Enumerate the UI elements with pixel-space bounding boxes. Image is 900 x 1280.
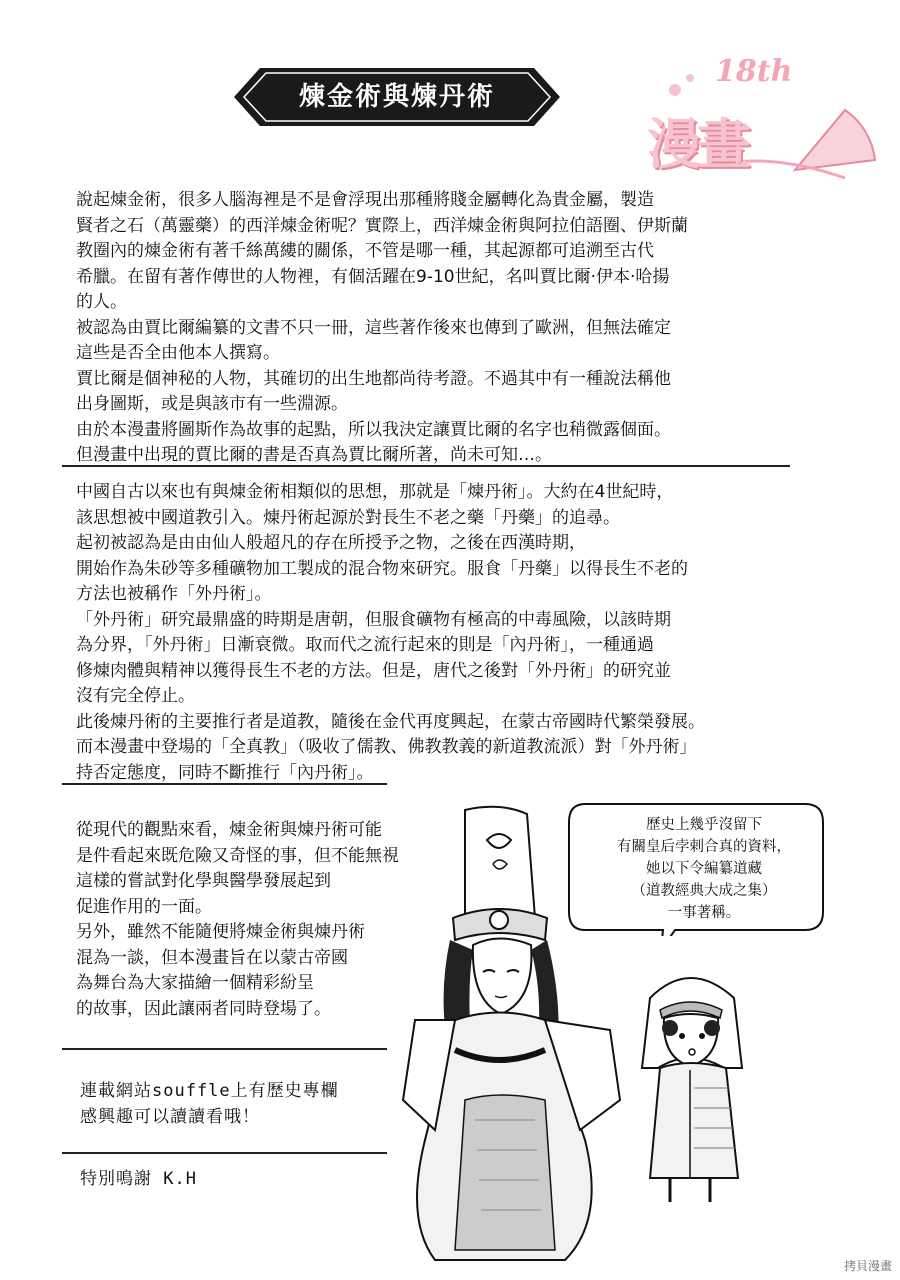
handwritten-note (80, 1078, 339, 1130)
section-daoist-alchemy (76, 480, 836, 786)
paragraph-line: 的故事，因此讓兩者同時登場了。 (76, 998, 331, 1019)
paragraph-line: 希臘。在留有著作傳世的人物裡，有個活躍在9-10世紀，名叫賈比爾·伊本·哈揚 (76, 266, 670, 287)
title-banner (232, 66, 562, 128)
paragraph-line: 為舞台為大家描繪一個精彩紛呈 (76, 973, 314, 993)
paragraph-line: 中國自古以來也有與煉金術相類似的思想，那就是「煉丹術」。大約在4世紀時， (76, 482, 674, 502)
bubble-line: （道教經典大成之集） (631, 883, 777, 899)
paragraph-line: 起初被認為是由由仙人般超凡的存在所授予之物，之後在西漢時期， (76, 533, 586, 553)
paragraph-line: 出身圖斯，或是與該市有一些淵源。 (76, 394, 348, 414)
empress-illustration (395, 800, 640, 1270)
paragraph-line: 開始作為朱砂等多種礦物加工製成的混合物來研究。服食「丹藥」以得長生不老的 (76, 558, 688, 579)
section-modern-view (76, 818, 406, 1022)
paragraph-line: 教圈內的煉金術有著千絲萬縷的關係，不管是哪一種，其起源都可追溯至古代 (76, 241, 654, 261)
paragraph-line: 另外，雖然不能隨便將煉金術與煉丹術 (76, 922, 365, 942)
divider (62, 783, 387, 785)
note-line: 感興趣可以讀讀看哦！ (80, 1107, 260, 1127)
paragraph-line: 是件看起來既危險又奇怪的事，但不能無視 (76, 845, 399, 866)
paragraph-line: 由於本漫畫將圖斯作為故事的起點，所以我決定讓賈比爾的名字也稍微露個面。 (76, 419, 671, 440)
paragraph-line: 說起煉金術，很多人腦海裡是不是會浮現出那種將賤金屬轉化為貴金屬，製造 (76, 190, 654, 210)
note-line: 連載網站souffle上有歷史專欄 (80, 1081, 339, 1101)
paragraph-line: 而本漫畫中登場的「全真教」（吸收了儒教、佛教教義的新道教流派）對「外丹術」 (76, 737, 697, 757)
page-title: 煉金術與煉丹術 (298, 82, 495, 112)
paragraph-line: 賢者之石（萬靈藥）的西洋煉金術呢？實際上，西洋煉金術與阿拉伯語圈、伊斯蘭 (76, 215, 688, 236)
paragraph-line: 該思想被中國道教引入。煉丹術起源於對長生不老之藥「丹藥」的追尋。 (76, 507, 620, 528)
paragraph-line: 此後煉丹術的主要推行者是道教，隨後在金代再度興起，在蒙古帝國時代繁榮發展。 (76, 711, 705, 732)
paragraph-line: 從現代的觀點來看，煉金術與煉丹術可能 (76, 820, 382, 840)
paragraph-line: 持否定態度，同時不斷推行「內丹術」。 (76, 762, 374, 783)
paragraph-line: 賈比爾是個神秘的人物，其確切的出生地都尚待考證。不過其中有一種說法稱他 (76, 368, 671, 389)
paragraph-line: 但漫畫中出現的賈比爾的書是否真為賈比爾所著，尚未可知…。 (76, 445, 552, 465)
child-illustration (630, 958, 760, 1208)
paragraph-line: 「外丹術」研究最鼎盛的時期是唐朝，但服食礦物有極高的中毒風險，以該時期 (76, 609, 671, 630)
paragraph-line: 為分界，「外丹術」日漸衰微。取而代之流行起來的則是「內丹術」，一種通過 (76, 635, 654, 655)
divider (62, 1048, 387, 1050)
bubble-line: 有關皇后孛剌合真的資料， (617, 839, 791, 855)
paragraph-line: 促進作用的一面。 (76, 896, 212, 917)
watermark: 拷貝漫畫 (843, 1259, 892, 1273)
paragraph-line: 混為一談，但本漫畫旨在以蒙古帝國 (76, 947, 348, 968)
logo-text: 漫畫 (647, 113, 747, 176)
paragraph-line: 沒有完全停止。 (76, 686, 195, 706)
paragraph-line: 方法也被稱作「外丹術」。 (76, 584, 272, 604)
special-thanks: 特別鳴謝 K.H (80, 1169, 197, 1189)
paragraph-line: 修煉肉體與精神以獲得長生不老的方法。但是，唐代之後對「外丹術」的研究並 (76, 660, 671, 681)
paragraph-line: 被認為由賈比爾編纂的文書不只一冊，這些著作後來也傳到了歐洲，但無法確定 (76, 317, 671, 338)
bubble-line: 一事著稱。 (667, 905, 741, 921)
logo (645, 50, 885, 190)
divider (62, 1152, 387, 1154)
bubble-line: 歷史上幾乎沒留下 (646, 817, 762, 833)
section-alchemy (76, 188, 816, 469)
bubble-line: 她以下令編纂道藏 (646, 861, 762, 877)
paragraph-line: 這樣的嘗試對化學與醫學發展起到 (76, 871, 331, 891)
paragraph-line: 的人。 (76, 292, 127, 312)
logo-number: 18th (715, 54, 793, 89)
paragraph-line: 這些是否全由他本人撰寫。 (76, 343, 280, 363)
divider (62, 465, 790, 467)
